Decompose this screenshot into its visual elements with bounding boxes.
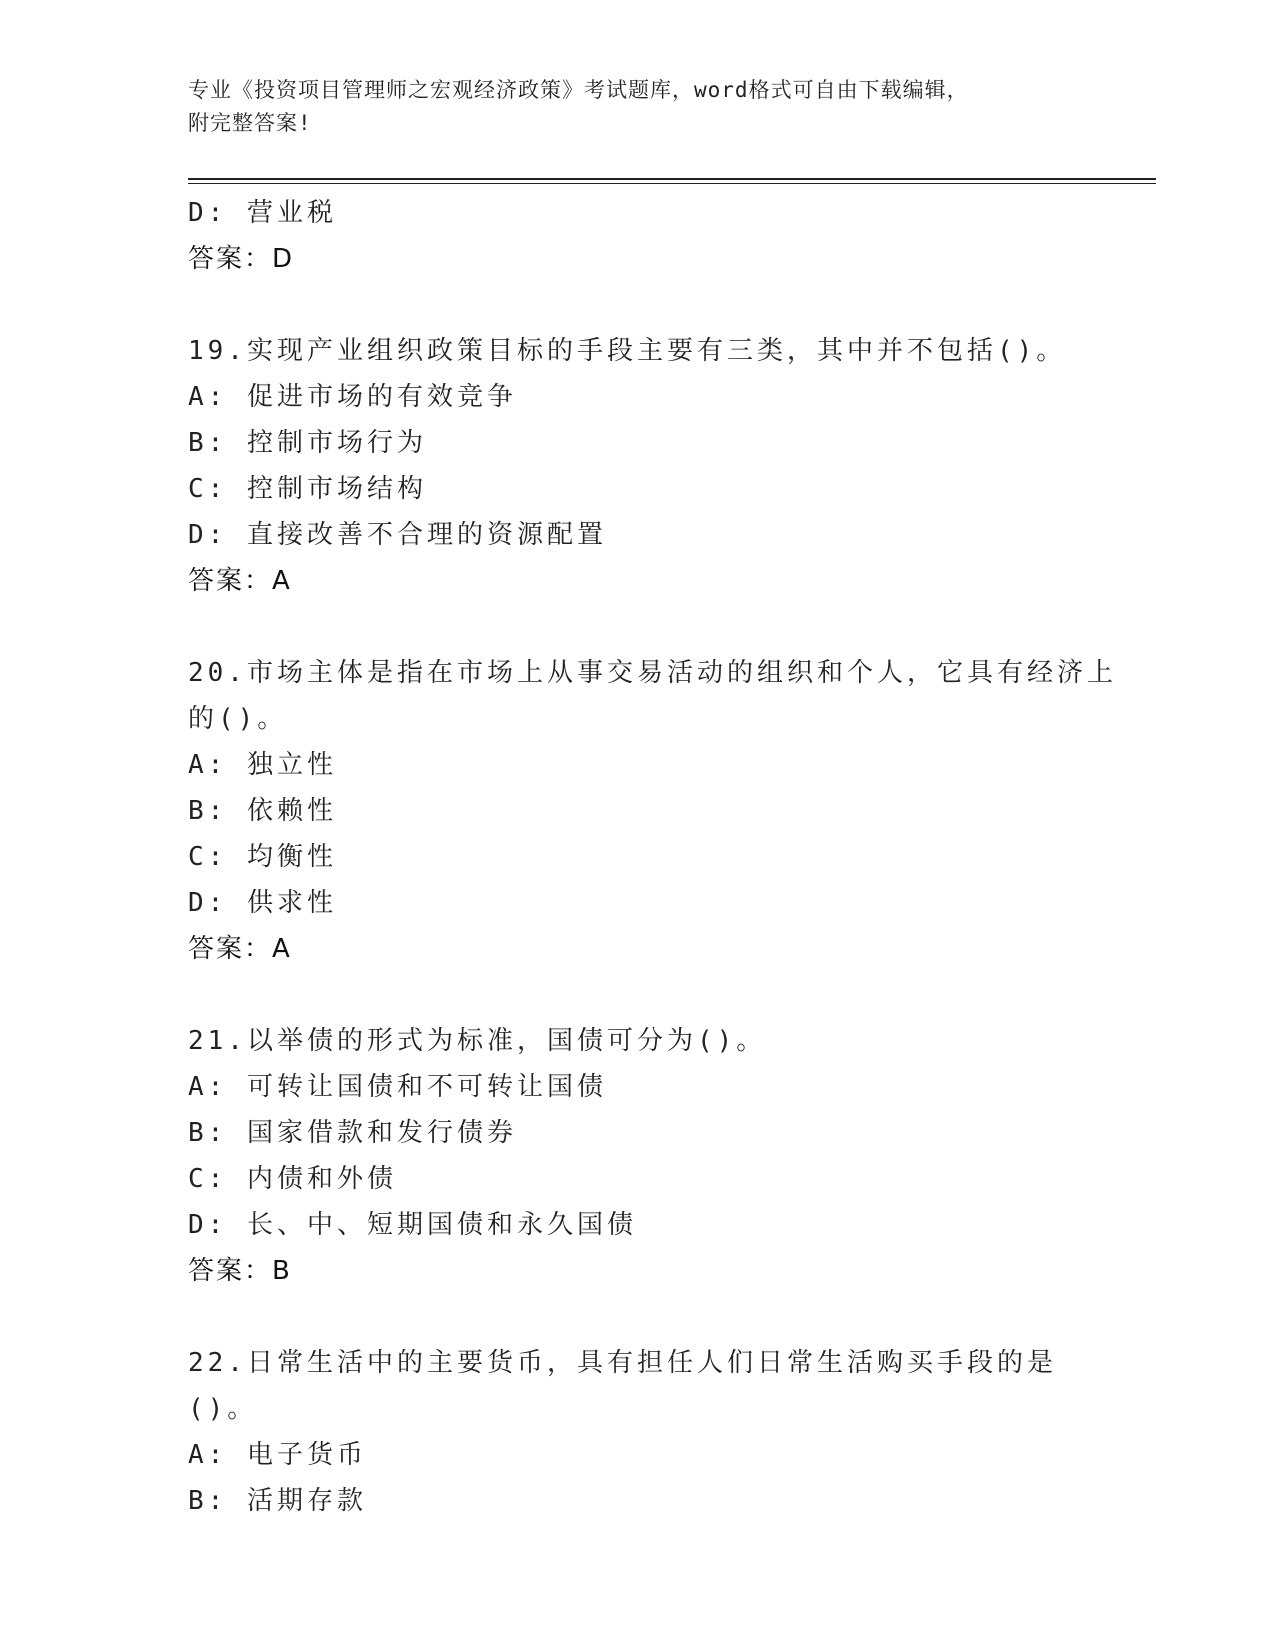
option-c: C: 控制市场结构 <box>188 474 427 504</box>
question-22 <box>188 1340 1088 1524</box>
option-b: B: 活期存款 <box>188 1486 367 1516</box>
question-text-line-1: 20.市场主体是指在市场上从事交易活动的组织和个人，它具有经济上 <box>188 658 1117 688</box>
answer-line: 答案：A <box>188 934 292 964</box>
question-18-tail <box>188 190 1088 282</box>
document-header <box>188 74 1088 140</box>
header-divider-thin <box>188 183 1156 184</box>
header-line-1: 专业《投资项目管理师之宏观经济政策》考试题库，word格式可自由下载编辑， <box>188 78 969 102</box>
question-text: 22.日常生活中的主要货币，具有担任人们日常生活购买手段的是()。 <box>188 1348 1057 1424</box>
question-20 <box>188 650 1117 972</box>
option-d: D: 营业税 <box>188 198 337 228</box>
option-b: B: 国家借款和发行债券 <box>188 1118 517 1148</box>
option-a: A: 促进市场的有效竞争 <box>188 382 517 412</box>
option-b: B: 依赖性 <box>188 796 337 826</box>
option-a: A: 可转让国债和不可转让国债 <box>188 1072 607 1102</box>
option-d: D: 直接改善不合理的资源配置 <box>188 520 607 550</box>
question-text: 19.实现产业组织政策目标的手段主要有三类，其中并不包括()。 <box>188 336 1067 366</box>
option-b: B: 控制市场行为 <box>188 428 427 458</box>
question-text: 21.以举债的形式为标准，国债可分为()。 <box>188 1026 767 1056</box>
option-d: D: 供求性 <box>188 888 337 918</box>
option-a: A: 电子货币 <box>188 1440 367 1470</box>
question-list <box>188 190 1117 1524</box>
option-a: A: 独立性 <box>188 750 337 780</box>
answer-line: 答案：B <box>188 1256 292 1286</box>
question-19 <box>188 328 1088 604</box>
header-line-2: 附完整答案! <box>188 111 312 135</box>
answer-line: 答案：A <box>188 566 292 596</box>
question-21 <box>188 1018 1088 1294</box>
option-c: C: 内债和外债 <box>188 1164 397 1194</box>
option-c: C: 均衡性 <box>188 842 337 872</box>
option-d: D: 长、中、短期国债和永久国债 <box>188 1210 637 1240</box>
answer-line: 答案：D <box>188 244 295 274</box>
header-divider-thick <box>188 178 1156 180</box>
question-text-line-2: 的()。 <box>188 704 288 734</box>
